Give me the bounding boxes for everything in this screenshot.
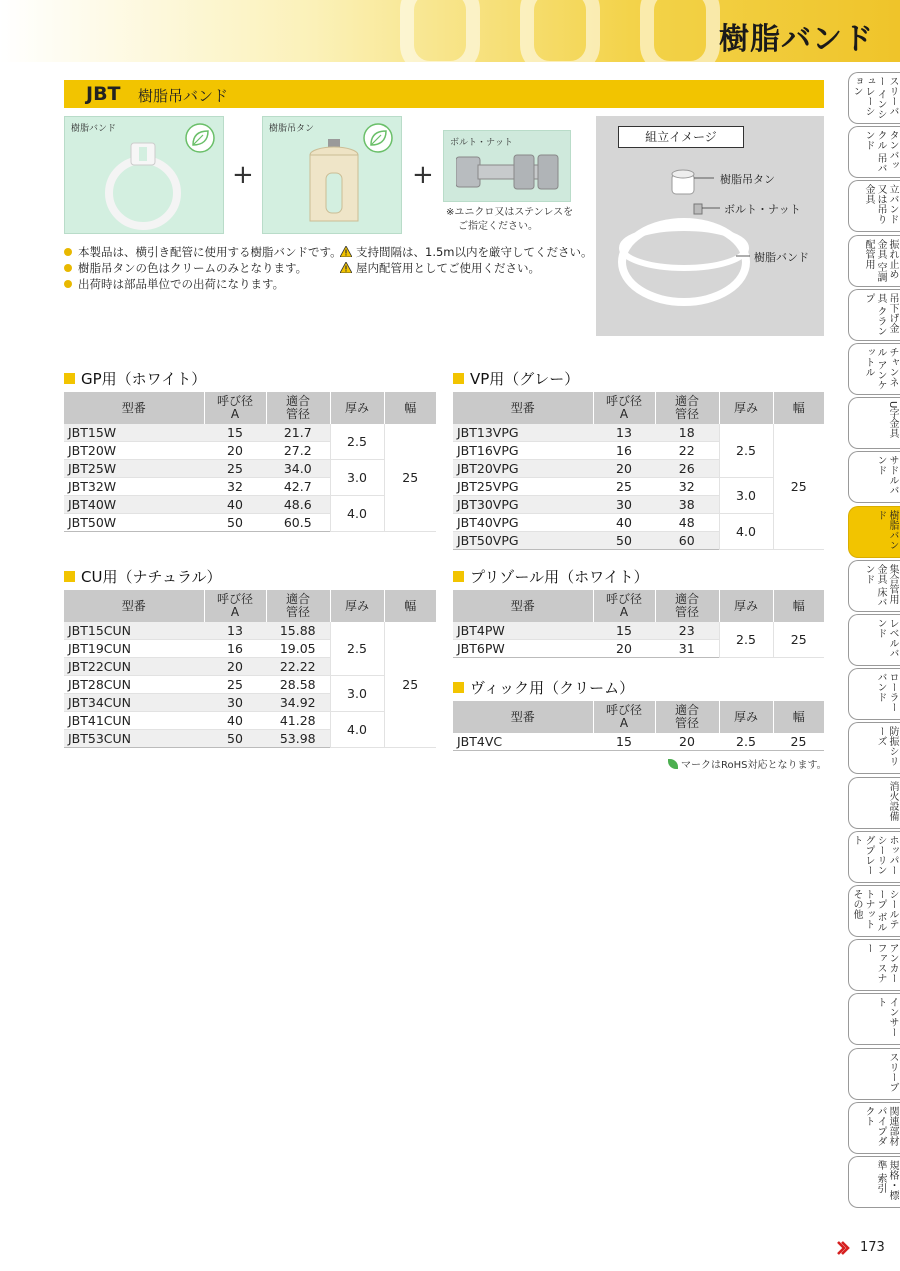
category-tab[interactable]: [848, 993, 900, 1045]
page-title: 樹脂バンド: [719, 22, 874, 57]
table-header-row: [453, 701, 824, 733]
category-tab[interactable]: [848, 235, 900, 287]
cell-model: JBT32W: [64, 478, 204, 496]
header-decoration: [640, 0, 720, 62]
table-row: [64, 622, 436, 640]
header-text: 呼び径: [216, 394, 253, 408]
cell-model: JBT53CUN: [64, 730, 204, 748]
cell-pipe: 48: [655, 514, 719, 532]
category-tab-label: アンカー ファスナー: [863, 943, 898, 984]
cell-pipe: 18: [655, 424, 719, 442]
cell-nominal: 20: [593, 640, 655, 658]
col-width: 幅: [384, 392, 436, 424]
vp-spec-table: [453, 392, 824, 550]
photo-label: 樹脂バンド: [71, 124, 117, 134]
table-row: [64, 496, 436, 514]
category-tab-label: ホッパー シーリングプレート: [851, 834, 898, 875]
warning-icon: [340, 262, 352, 273]
col-model: 型番: [453, 590, 593, 622]
cell-pipe: 31: [655, 640, 719, 658]
plus-sign: +: [412, 160, 434, 190]
page-number: 173: [860, 1240, 885, 1255]
cell-width: 25: [384, 424, 436, 532]
cell-pipe: 28.58: [266, 676, 330, 694]
cell-thickness: 2.5: [719, 622, 773, 658]
cell-width: 25: [773, 622, 824, 658]
cell-nominal: 15: [204, 424, 266, 442]
table-header-row: [64, 392, 436, 424]
table-header-row: [453, 392, 824, 424]
category-tab[interactable]: [848, 1048, 900, 1100]
col-pipe: [266, 392, 330, 424]
note-item: [64, 276, 342, 292]
col-thickness: 厚み: [719, 590, 773, 622]
category-tab-label: U字金具: [887, 401, 898, 439]
header-text: A: [619, 407, 629, 421]
assembly-illustration: [596, 116, 824, 336]
table-header-row: [64, 590, 436, 622]
cell-pipe: 15.88: [266, 622, 330, 640]
note-text: 樹脂吊タンの色はクリームのみとなります。: [78, 261, 308, 275]
table-title-text: GP用（ホワイト）: [81, 370, 207, 388]
cell-thickness: 2.5: [719, 424, 773, 478]
square-bullet-icon: [453, 682, 464, 693]
category-tab[interactable]: [848, 777, 900, 829]
cell-model: JBT4VC: [453, 733, 593, 751]
category-tab[interactable]: [848, 343, 900, 395]
cell-nominal: 40: [204, 496, 266, 514]
plus-sign: +: [232, 160, 254, 190]
warning-text: 屋内配管用としてご使用ください。: [356, 261, 540, 275]
category-tab-label: スリーバー インシュレーション: [851, 76, 898, 120]
cell-model: JBT20VPG: [453, 460, 593, 478]
table-row: [453, 478, 824, 496]
eco-leaf-icon: [185, 123, 215, 153]
cell-nominal: 20: [593, 460, 655, 478]
assembly-label: 樹脂バンド: [754, 251, 809, 264]
cell-nominal: 25: [593, 478, 655, 496]
cell-model: JBT15W: [64, 424, 204, 442]
category-tab[interactable]: [848, 885, 900, 937]
table-row: [453, 622, 824, 640]
category-tab-label: 消火設備: [887, 780, 898, 821]
vp-table-title: [453, 368, 579, 389]
cell-model: JBT16VPG: [453, 442, 593, 460]
warning-item: [340, 244, 593, 260]
cell-pipe: 53.98: [266, 730, 330, 748]
note-item: [64, 260, 342, 276]
cell-model: JBT19CUN: [64, 640, 204, 658]
cell-pipe: 60.5: [266, 514, 330, 532]
cell-model: JBT6PW: [453, 640, 593, 658]
company-logo-icon: [836, 1240, 852, 1256]
header-text: 呼び径: [605, 592, 642, 606]
cell-pipe: 34.0: [266, 460, 330, 478]
bolt-note-line: ご指定ください。: [458, 221, 538, 232]
bullet-dot-icon: [64, 248, 72, 256]
warning-item: [340, 260, 593, 276]
photo-label: ボルト・ナット: [450, 138, 513, 148]
cell-pipe: 22.22: [266, 658, 330, 676]
bullet-dot-icon: [64, 264, 72, 272]
table-row: [64, 424, 436, 442]
cell-nominal: 30: [593, 496, 655, 514]
category-tab-label: 防振シリーズ: [875, 726, 898, 767]
category-tab[interactable]: [848, 126, 900, 178]
header-text: A: [230, 407, 240, 421]
col-model: 型番: [64, 392, 204, 424]
col-pipe: [655, 701, 719, 733]
category-tab[interactable]: [848, 939, 900, 991]
category-tab-label: 振れ止め金具 空調配管用: [863, 238, 898, 282]
warning-text: 支持間隔は、1.5m以内を厳守してください。: [356, 245, 593, 259]
category-tab[interactable]: [848, 506, 900, 558]
category-tab[interactable]: [848, 397, 900, 449]
header-text: A: [230, 605, 240, 619]
section-code: JBT: [86, 83, 121, 105]
cell-model: JBT4PW: [453, 622, 593, 640]
category-tab-label: タンバックル 吊バンド: [863, 130, 898, 174]
category-tab-label: ローラーバンド: [875, 672, 898, 713]
cell-nominal: 16: [593, 442, 655, 460]
cell-nominal: 50: [204, 730, 266, 748]
cell-model: JBT25W: [64, 460, 204, 478]
header-text: 適合: [285, 394, 310, 408]
category-tab-label: チャンネル アンケットル: [863, 347, 898, 391]
cell-pipe: 41.28: [266, 712, 330, 730]
col-width: 幅: [773, 590, 824, 622]
header-text: 呼び径: [605, 703, 642, 717]
category-tab-label: インサート: [875, 997, 898, 1038]
vk-table-title: [453, 677, 634, 698]
table-row: [64, 712, 436, 730]
notes-right: [340, 244, 593, 276]
assembly-image: [596, 116, 824, 336]
cell-thickness: 3.0: [330, 676, 384, 712]
cell-thickness: 2.5: [330, 424, 384, 460]
col-model: 型番: [64, 590, 204, 622]
category-tab-label: 集合管用金具 床バンド: [863, 563, 898, 607]
col-nominal: [593, 392, 655, 424]
cell-pipe: 32: [655, 478, 719, 496]
cell-thickness: 4.0: [719, 514, 773, 550]
pp-table-title: [453, 566, 649, 587]
cell-model: JBT40W: [64, 496, 204, 514]
cell-pipe: 34.92: [266, 694, 330, 712]
section-name: 樹脂吊バンド: [138, 87, 229, 105]
cell-pipe: 48.6: [266, 496, 330, 514]
notes-left: [64, 244, 342, 292]
bolt-note-line: ※ユニクロ又はステンレスを: [446, 207, 574, 218]
header-text: 管径: [674, 716, 699, 730]
cell-model: JBT34CUN: [64, 694, 204, 712]
cell-thickness: 4.0: [330, 496, 384, 532]
cell-model: JBT25VPG: [453, 478, 593, 496]
square-bullet-icon: [64, 373, 75, 384]
cell-nominal: 15: [593, 622, 655, 640]
category-tab[interactable]: [848, 560, 900, 612]
gp-spec-table: [64, 392, 436, 532]
col-width: 幅: [773, 392, 824, 424]
cell-model: JBT50W: [64, 514, 204, 532]
table-row: [453, 424, 824, 442]
cell-model: JBT22CUN: [64, 658, 204, 676]
category-tab-label: サドルバンド: [875, 455, 898, 496]
cell-nominal: 25: [204, 460, 266, 478]
table-row: [64, 460, 436, 478]
header-text: 管径: [285, 605, 310, 619]
cell-pipe: 38: [655, 496, 719, 514]
cell-thickness: 3.0: [719, 478, 773, 514]
page-header: [0, 0, 900, 62]
header-text: 呼び径: [216, 592, 253, 606]
bolt-illustration: [456, 151, 562, 195]
col-pipe: [655, 590, 719, 622]
square-bullet-icon: [64, 571, 75, 582]
table-title-text: プリゾール用（ホワイト）: [470, 568, 649, 586]
category-tab[interactable]: [848, 451, 900, 503]
category-tab-label: 吊下げ金具 クランプ: [863, 292, 898, 336]
rohs-note: [668, 756, 827, 771]
cell-pipe: 26: [655, 460, 719, 478]
col-nominal: [593, 701, 655, 733]
cell-thickness: 4.0: [330, 712, 384, 748]
vk-spec-table: [453, 701, 824, 751]
category-tab[interactable]: [848, 180, 900, 232]
header-text: 適合: [285, 592, 310, 606]
rohs-leaf-icon: [668, 759, 678, 769]
table-title-text: ヴィック用（クリーム）: [470, 679, 635, 697]
category-tab-label: シールテープ ボルトナット その他: [851, 889, 898, 933]
table-header-row: [453, 590, 824, 622]
table-row: [453, 733, 824, 751]
header-text: A: [619, 716, 629, 730]
category-tab-label: 樹脂バンド: [875, 509, 898, 550]
header-text: 管径: [674, 605, 699, 619]
cell-nominal: 13: [204, 622, 266, 640]
category-tab[interactable]: [848, 72, 900, 124]
assembly-label: 樹脂吊タン: [720, 173, 775, 186]
cu-table-title: [64, 566, 222, 587]
cell-pipe: 42.7: [266, 478, 330, 496]
col-width: 幅: [773, 701, 824, 733]
rohs-note-text: マークはRoHS対応となります。: [681, 760, 827, 771]
category-tab-label: スリーブ: [887, 1051, 898, 1092]
cell-nominal: 15: [593, 733, 655, 751]
cell-model: JBT28CUN: [64, 676, 204, 694]
cell-model: JBT41CUN: [64, 712, 204, 730]
band-illustration: [103, 135, 183, 230]
cell-pipe: 27.2: [266, 442, 330, 460]
col-width: 幅: [384, 590, 436, 622]
cell-model: JBT20W: [64, 442, 204, 460]
cell-nominal: 40: [204, 712, 266, 730]
header-text: 呼び径: [605, 394, 642, 408]
cell-nominal: 20: [204, 442, 266, 460]
cell-model: JBT40VPG: [453, 514, 593, 532]
header-text: A: [619, 605, 629, 619]
gp-table-title: [64, 368, 206, 389]
section-title-bar: [64, 80, 824, 108]
header-decoration: [520, 0, 600, 62]
category-tab-label: 規格・標準 索引: [875, 1160, 898, 1200]
cell-width: 25: [773, 733, 824, 751]
note-item: [64, 244, 342, 260]
cell-nominal: 13: [593, 424, 655, 442]
pp-spec-table: [453, 590, 824, 658]
col-model: 型番: [453, 392, 593, 424]
col-nominal: [204, 590, 266, 622]
cell-nominal: 16: [204, 640, 266, 658]
header-text: 管径: [674, 407, 699, 421]
tan-illustration: [299, 139, 369, 231]
header-text: 適合: [674, 592, 699, 606]
table-row: [453, 514, 824, 532]
resin-tan-photo: [262, 116, 402, 234]
bolt-note: [446, 206, 573, 234]
category-tab[interactable]: [848, 722, 900, 774]
col-nominal: [593, 590, 655, 622]
assembly-title: 組立イメージ: [618, 126, 744, 148]
cell-model: JBT50VPG: [453, 532, 593, 550]
square-bullet-icon: [453, 571, 464, 582]
cell-model: JBT15CUN: [64, 622, 204, 640]
cell-pipe: 20: [655, 733, 719, 751]
cell-thickness: 2.5: [330, 622, 384, 676]
category-tab[interactable]: [848, 289, 900, 341]
category-tab[interactable]: [848, 831, 900, 883]
col-pipe: [655, 392, 719, 424]
photo-label: 樹脂吊タン: [269, 124, 315, 134]
cell-nominal: 30: [204, 694, 266, 712]
cell-pipe: 21.7: [266, 424, 330, 442]
cell-pipe: 23: [655, 622, 719, 640]
header-text: 適合: [674, 394, 699, 408]
cell-pipe: 60: [655, 532, 719, 550]
category-tab[interactable]: [848, 1102, 900, 1154]
note-text: 本製品は、横引き配管に使用する樹脂バンドです。: [78, 245, 342, 259]
cell-model: JBT30VPG: [453, 496, 593, 514]
cu-spec-table: [64, 590, 436, 748]
header-text: 管径: [285, 407, 310, 421]
col-model: 型番: [453, 701, 593, 733]
col-thickness: 厚み: [330, 392, 384, 424]
category-tab[interactable]: [848, 668, 900, 720]
cell-pipe: 19.05: [266, 640, 330, 658]
cell-model: JBT13VPG: [453, 424, 593, 442]
cell-nominal: 32: [204, 478, 266, 496]
square-bullet-icon: [453, 373, 464, 384]
table-row: [64, 676, 436, 694]
resin-band-photo: [64, 116, 224, 234]
col-thickness: 厚み: [719, 701, 773, 733]
cell-width: 25: [773, 424, 824, 550]
cell-nominal: 40: [593, 514, 655, 532]
warning-icon: [340, 246, 352, 257]
note-text: 出荷時は部品単位での出荷になります。: [78, 277, 285, 291]
col-nominal: [204, 392, 266, 424]
category-tab[interactable]: [848, 1156, 900, 1208]
cell-pipe: 22: [655, 442, 719, 460]
cell-nominal: 50: [593, 532, 655, 550]
cell-width: 25: [384, 622, 436, 748]
category-tab-label: 関連部材 パイプダクト: [863, 1105, 898, 1146]
col-pipe: [266, 590, 330, 622]
col-thickness: 厚み: [330, 590, 384, 622]
col-thickness: 厚み: [719, 392, 773, 424]
assembly-label: ボルト・ナット: [724, 203, 801, 216]
header-decoration: [400, 0, 480, 62]
cell-nominal: 20: [204, 658, 266, 676]
category-tab[interactable]: [848, 614, 900, 666]
category-tab-label: レベルバンド: [875, 618, 898, 658]
cell-thickness: 2.5: [719, 733, 773, 751]
table-title-text: VP用（グレー）: [470, 370, 580, 388]
bolt-nut-photo: [443, 130, 571, 202]
header-text: 適合: [674, 703, 699, 717]
cell-nominal: 25: [204, 676, 266, 694]
bullet-dot-icon: [64, 280, 72, 288]
cell-thickness: 3.0: [330, 460, 384, 496]
table-title-text: CU用（ナチュラル）: [81, 568, 222, 586]
cell-nominal: 50: [204, 514, 266, 532]
category-tab-label: 立バンド 又は吊り金具: [863, 184, 898, 225]
